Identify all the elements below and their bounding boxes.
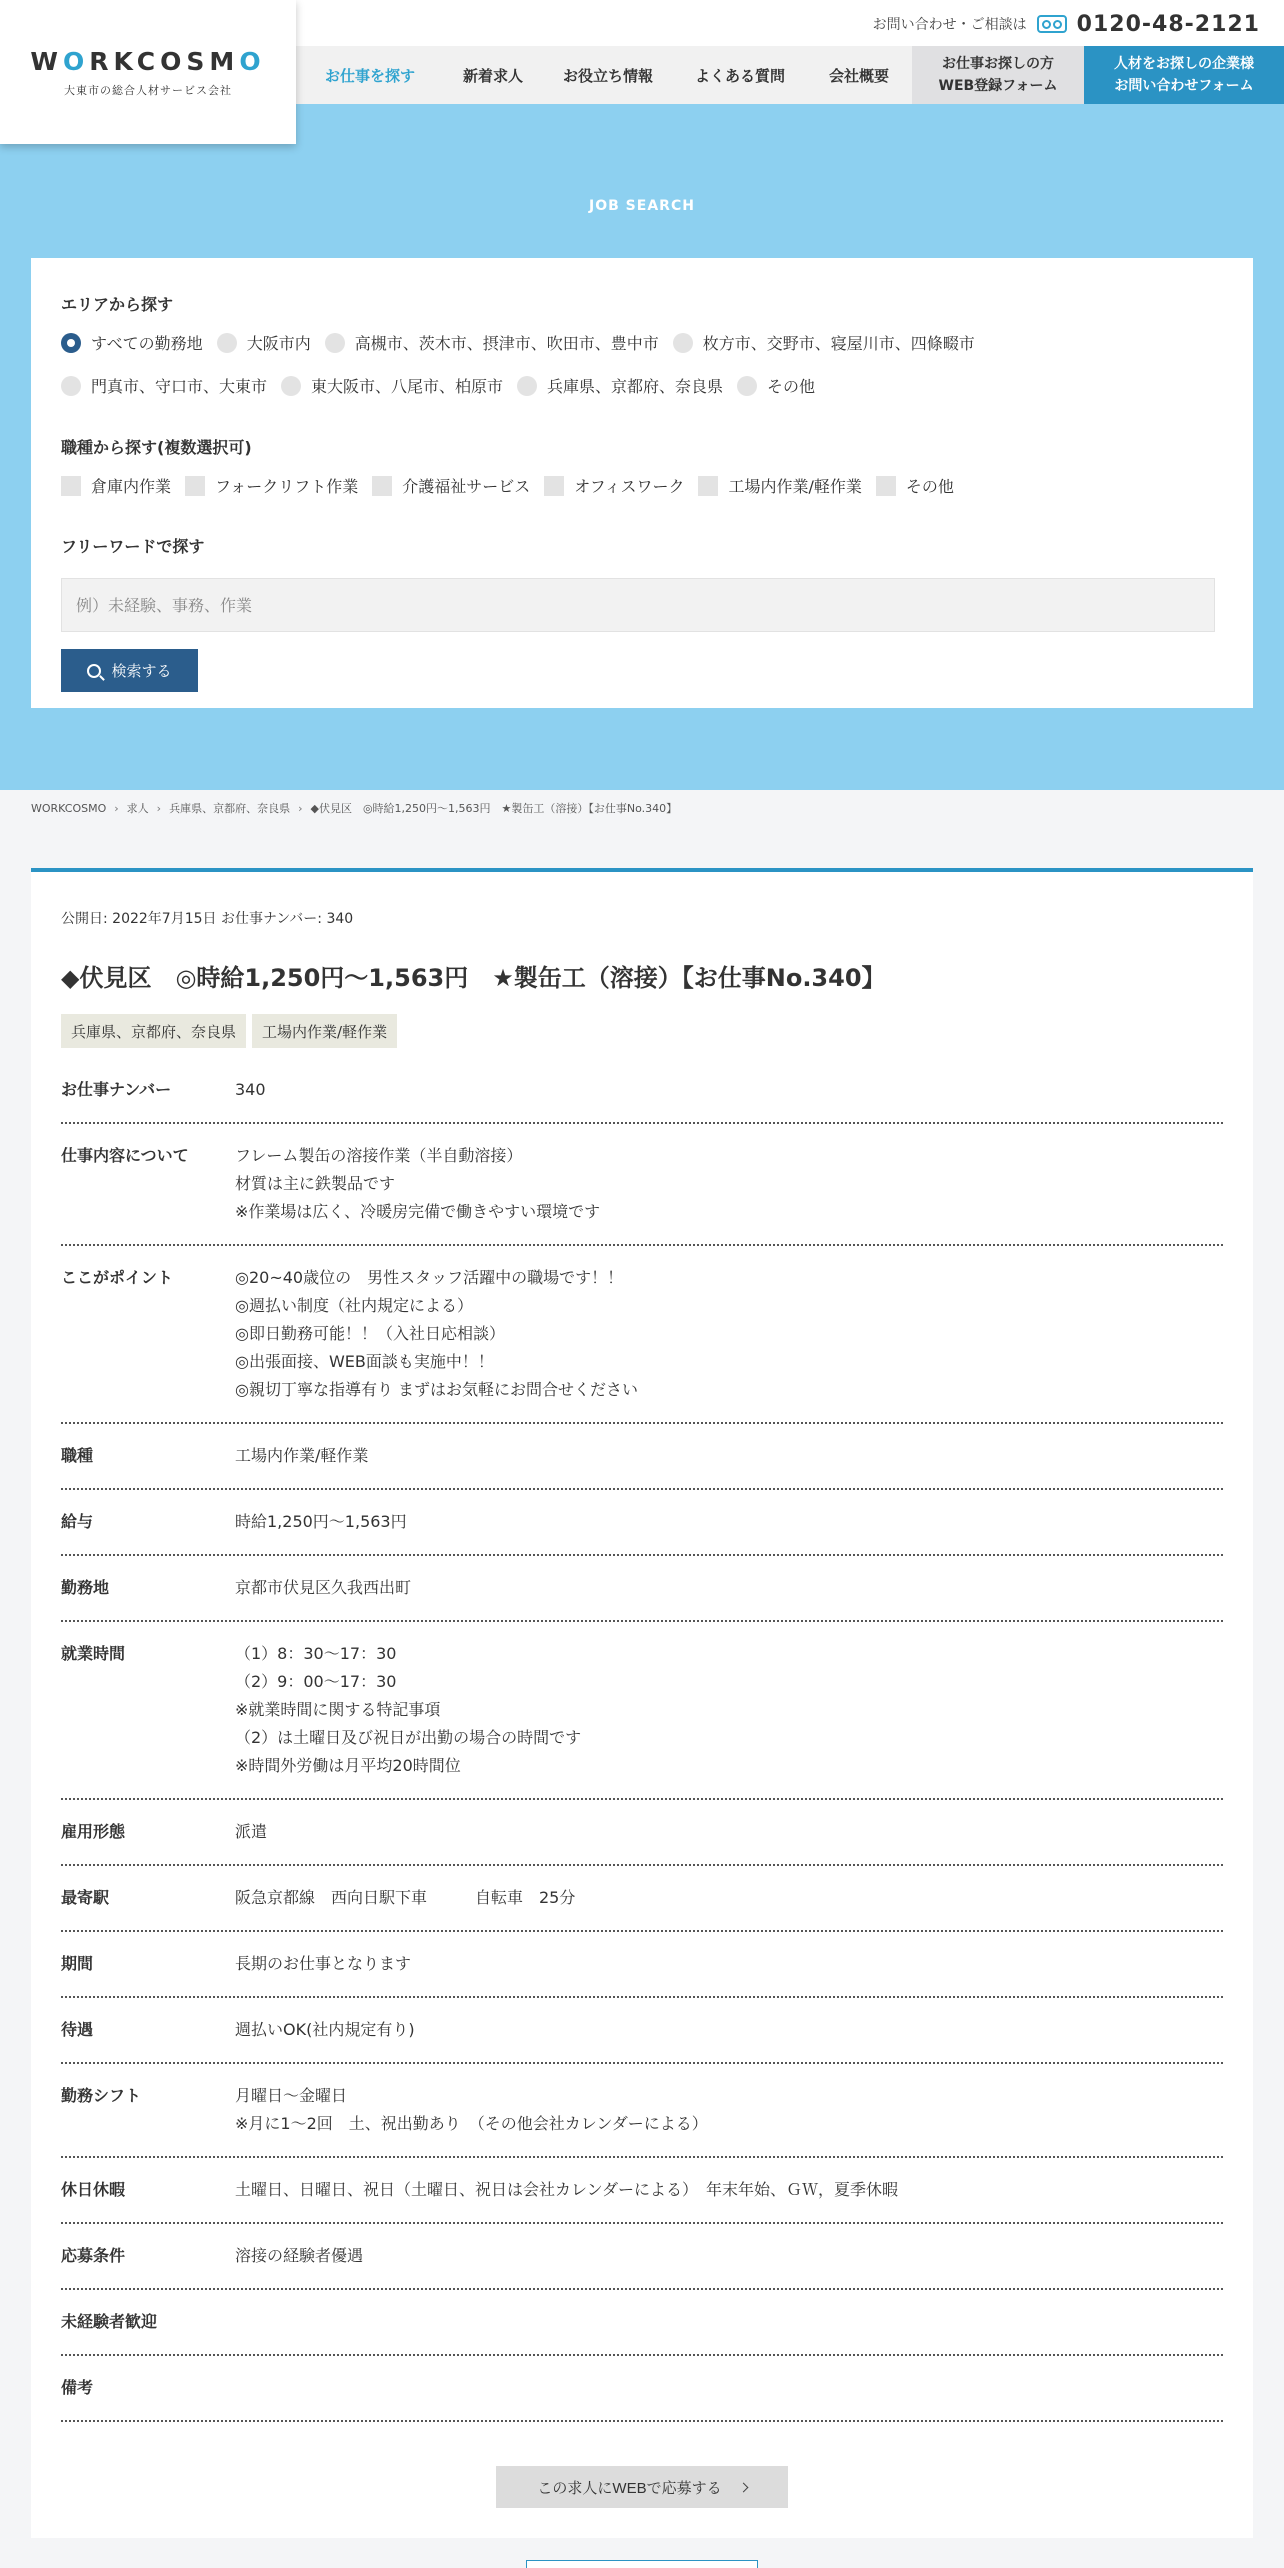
breadcrumb-item: ◆伏見区 ◎時給1,250円～1,563円 ★製缶工（溶接）【お仕事No.340】 xyxy=(310,802,678,815)
area-option-label: 高槻市、茨木市、摂津市、吹田市、豊中市 xyxy=(354,334,659,353)
job-search-hero xyxy=(0,104,1284,790)
breadcrumb-item[interactable]: 求人 xyxy=(126,802,149,815)
detail-row xyxy=(61,2290,1223,2356)
area-option[interactable] xyxy=(325,331,659,354)
chevron-right-icon: › xyxy=(298,801,303,815)
job-type-option[interactable] xyxy=(185,474,358,497)
detail-row-label: 応募条件 xyxy=(61,2246,126,2265)
detail-row-label: 休日休暇 xyxy=(61,2180,126,2199)
detail-row-value xyxy=(235,1950,411,1996)
breadcrumb-item[interactable]: WORKCOSMO xyxy=(31,801,107,815)
area-option-label: 東大阪市、八尾市、柏原市 xyxy=(311,377,504,396)
tag-job-type[interactable]: 工場内作業/軽作業 xyxy=(252,1014,397,1048)
area-option-label: その他 xyxy=(767,377,816,396)
radio-button[interactable] xyxy=(737,376,757,396)
breadcrumb-item[interactable]: 兵庫県、京都府、奈良県 xyxy=(169,802,291,815)
free-word-input[interactable] xyxy=(61,578,1215,632)
site-header xyxy=(0,0,1284,104)
logo[interactable] xyxy=(0,0,296,144)
detail-row-line: ◎即日勤務可能！！（入社日応相談） xyxy=(235,1324,505,1343)
detail-row-line: ◎週払い制度（社内規定による） xyxy=(235,1296,473,1315)
detail-row-value xyxy=(235,2016,415,2062)
detail-row-value xyxy=(235,1640,581,1798)
nav-company[interactable]: 会社概要 xyxy=(828,66,889,85)
detail-row xyxy=(61,2158,1223,2224)
area-option[interactable] xyxy=(61,374,267,397)
area-option-label: 門真市、守口市、大東市 xyxy=(91,377,268,396)
job-type-option-label: フォークリフト作業 xyxy=(215,477,359,496)
detail-row xyxy=(61,1246,1223,1424)
detail-row-line: 月曜日～金曜日 xyxy=(235,2086,348,2105)
area-option[interactable] xyxy=(673,331,975,354)
radio-button[interactable] xyxy=(61,376,81,396)
job-detail-table xyxy=(61,1058,1223,2422)
bottom-outlined-button[interactable] xyxy=(526,2560,758,2568)
detail-row-label: 期間 xyxy=(61,1954,94,1973)
area-option-label: 兵庫県、京都府、奈良県 xyxy=(547,377,724,396)
nav-corporate-contact[interactable] xyxy=(1084,46,1284,104)
detail-row-label: 勤務地 xyxy=(61,1578,110,1597)
detail-row-value xyxy=(235,1574,411,1620)
job-type-option[interactable] xyxy=(372,474,530,497)
radio-button[interactable] xyxy=(517,376,537,396)
area-options-row1 xyxy=(61,331,989,354)
detail-row-value xyxy=(235,1442,368,1488)
nav-web-register-line2: WEB登録フォーム xyxy=(938,78,1058,94)
detail-row-value xyxy=(235,2176,898,2222)
radio-button[interactable] xyxy=(61,333,81,353)
chevron-right-icon xyxy=(738,2482,748,2492)
detail-row-label: 待遇 xyxy=(61,2020,94,2039)
search-button-label: 検索する xyxy=(111,663,172,680)
checkbox[interactable] xyxy=(876,476,896,496)
job-type-label: 職種から探す(複数選択可) xyxy=(61,438,252,457)
job-tags xyxy=(61,1014,397,1048)
detail-row-label: 勤務シフト xyxy=(61,2086,142,2105)
detail-row-line: ◎親切丁寧な指導有り まずはお気軽にお問合せください xyxy=(235,1380,639,1399)
search-button[interactable] xyxy=(61,649,198,692)
checkbox[interactable] xyxy=(61,476,81,496)
logo-tagline: 大東市の総合人材サービス会社 xyxy=(64,83,232,97)
area-option[interactable] xyxy=(61,331,203,354)
detail-row-line: 阪急京都線 西向日駅下車 自転車 25分 xyxy=(235,1888,576,1907)
detail-row-label: 備考 xyxy=(61,2378,94,2397)
free-word-label: フリーワードで探す xyxy=(61,537,205,556)
checkbox[interactable] xyxy=(185,476,205,496)
detail-row-value xyxy=(235,1884,575,1930)
detail-row-value xyxy=(235,1142,600,1244)
detail-row-line: 派遣 xyxy=(235,1822,268,1841)
detail-row-label: 職種 xyxy=(61,1446,94,1465)
job-type-option[interactable] xyxy=(61,474,171,497)
detail-row-line: ◎20~40歳位の 男性スタッフ活躍中の職場です！！ xyxy=(235,1268,624,1287)
tag-area[interactable]: 兵庫県、京都府、奈良県 xyxy=(61,1014,246,1048)
detail-row-label: 未経験者歓迎 xyxy=(61,2312,158,2331)
detail-row xyxy=(61,2356,1223,2422)
detail-row-line: （2）9：00～17：30 xyxy=(235,1672,397,1691)
detail-row-value xyxy=(235,1264,638,1422)
detail-row-line: ◎出張面接、WEB面談も実施中！！ xyxy=(235,1352,494,1371)
detail-row-line: フレーム製缶の溶接作業（半自動溶接） xyxy=(235,1146,523,1165)
detail-row-value xyxy=(235,1508,407,1554)
job-type-option[interactable] xyxy=(698,474,861,497)
detail-row xyxy=(61,1932,1223,1998)
detail-row-line: ※就業時間に関する特記事項 xyxy=(235,1700,441,1719)
area-option[interactable] xyxy=(217,331,311,354)
detail-row xyxy=(61,1556,1223,1622)
radio-button[interactable] xyxy=(281,376,301,396)
job-type-option-label: 倉庫内作業 xyxy=(91,477,172,496)
nav-useful-info[interactable]: お役立ち情報 xyxy=(562,66,653,85)
search-form xyxy=(31,258,1253,708)
chevron-right-icon: › xyxy=(114,801,119,815)
detail-row-label: 最寄駅 xyxy=(61,1888,110,1907)
detail-row-line: 時給1,250円～1,563円 xyxy=(235,1512,407,1531)
detail-row xyxy=(61,1998,1223,2064)
job-type-option-label: その他 xyxy=(905,477,954,496)
nav-corporate-contact-line2: お問い合わせフォーム xyxy=(1114,78,1254,94)
detail-row xyxy=(61,1058,1223,1124)
job-type-option-label: 介護福祉サービス xyxy=(402,477,531,496)
nav-corporate-contact-line1: 人材をお探しの企業様 xyxy=(1114,56,1254,72)
detail-row-line: 溶接の経験者優遇 xyxy=(235,2246,364,2265)
search-icon xyxy=(87,664,101,678)
detail-row-line: ※作業場は広く、冷暖房完備で働きやすい環境です xyxy=(235,1202,601,1221)
chevron-right-icon: › xyxy=(156,801,162,815)
detail-row xyxy=(61,1124,1223,1246)
nav-new-jobs[interactable]: 新着求人 xyxy=(462,66,523,85)
detail-row xyxy=(61,1490,1223,1556)
detail-row-label: お仕事ナンバー xyxy=(61,1080,172,1099)
detail-row-value xyxy=(235,1818,267,1864)
job-meta: 公開日: 2022年7月15日 お仕事ナンバー: 340 xyxy=(61,911,354,927)
detail-row xyxy=(61,1622,1223,1800)
apply-button[interactable] xyxy=(496,2466,788,2508)
breadcrumb xyxy=(31,800,677,816)
detail-row-line: 京都市伏見区久我西出町 xyxy=(235,1578,412,1597)
detail-row-value xyxy=(235,2082,708,2156)
global-nav xyxy=(296,46,1284,104)
job-title: ◆伏見区 ◎時給1,250円～1,563円 ★製缶工（溶接）【お仕事No.340】 xyxy=(61,964,886,992)
detail-row-line: 長期のお仕事となります xyxy=(235,1954,412,1973)
detail-row-label: ここがポイント xyxy=(61,1268,174,1287)
detail-row-line: ※月に1～2回 土、祝出勤あり （その他会社カレンダーによる） xyxy=(235,2114,708,2133)
detail-row-line: （2）は土曜日及び祝日が出勤の場合の時間です xyxy=(235,1728,582,1747)
detail-row-line: 土曜日、日曜日、祝日（土曜日、祝日は会社カレンダーによる） 年末年始、ＧＷ，夏季休暇 xyxy=(235,2180,898,2199)
area-options-row2 xyxy=(61,374,829,397)
detail-row-label: 雇用形態 xyxy=(61,1822,126,1841)
detail-row-label: 就業時間 xyxy=(61,1644,126,1663)
detail-row-line: （1）8：30～17：30 xyxy=(235,1644,397,1663)
nav-web-register[interactable] xyxy=(912,46,1084,104)
detail-row-label: 仕事内容について xyxy=(61,1146,189,1165)
detail-row xyxy=(61,2064,1223,2158)
nav-faq[interactable]: よくある質問 xyxy=(694,66,785,85)
detail-row-line: 材質は主に鉄製品です xyxy=(235,1174,396,1193)
detail-row xyxy=(61,1424,1223,1490)
area-option-label: すべての勤務地 xyxy=(91,334,203,353)
detail-row-value xyxy=(235,2242,363,2288)
job-type-options xyxy=(61,474,968,497)
job-type-option[interactable] xyxy=(876,474,954,497)
detail-row-label: 給与 xyxy=(61,1512,94,1531)
nav-web-register-line1: お仕事お探しの方 xyxy=(942,56,1054,72)
nav-job-search[interactable]: お仕事を探す xyxy=(324,66,415,85)
area-option[interactable] xyxy=(517,374,723,397)
radio-button[interactable] xyxy=(217,333,237,353)
phone-number[interactable]: 0120-48-2121 xyxy=(1076,11,1260,37)
logo-brand: WORKCOSMO xyxy=(30,46,266,76)
area-option[interactable] xyxy=(281,374,503,397)
detail-row-line: 340 xyxy=(235,1080,266,1099)
area-label: エリアから探す xyxy=(61,295,174,314)
header-contact xyxy=(873,10,1260,38)
contact-label: お問い合わせ・ご相談は xyxy=(872,17,1027,33)
area-option-label: 大阪市内 xyxy=(246,334,311,353)
detail-row xyxy=(61,1800,1223,1866)
checkbox[interactable] xyxy=(698,476,718,496)
job-detail-card xyxy=(31,868,1253,2538)
area-option[interactable] xyxy=(737,374,815,397)
radio-button[interactable] xyxy=(325,333,345,353)
detail-row xyxy=(61,1866,1223,1932)
detail-row-value xyxy=(235,1076,266,1122)
checkbox[interactable] xyxy=(544,476,564,496)
radio-button[interactable] xyxy=(673,333,693,353)
freedial-icon xyxy=(1037,15,1067,33)
detail-row-line: 工場内作業/軽作業 xyxy=(235,1446,369,1465)
detail-row-line: ※時間外労働は月平均20時間位 xyxy=(235,1756,461,1775)
area-option-label: 枚方市、交野市、寝屋川市、四條畷市 xyxy=(702,334,975,353)
job-type-option-label: オフィスワーク xyxy=(574,477,685,496)
detail-row xyxy=(61,2224,1223,2290)
apply-button-label: この求人にWEBで応募する xyxy=(537,2479,722,2497)
hero-title: JOB SEARCH xyxy=(589,198,695,214)
job-type-option-label: 工場内作業/軽作業 xyxy=(728,477,862,496)
checkbox[interactable] xyxy=(372,476,392,496)
job-type-option[interactable] xyxy=(544,474,684,497)
detail-row-line: 週払いOK(社内規定有り) xyxy=(235,2020,415,2039)
